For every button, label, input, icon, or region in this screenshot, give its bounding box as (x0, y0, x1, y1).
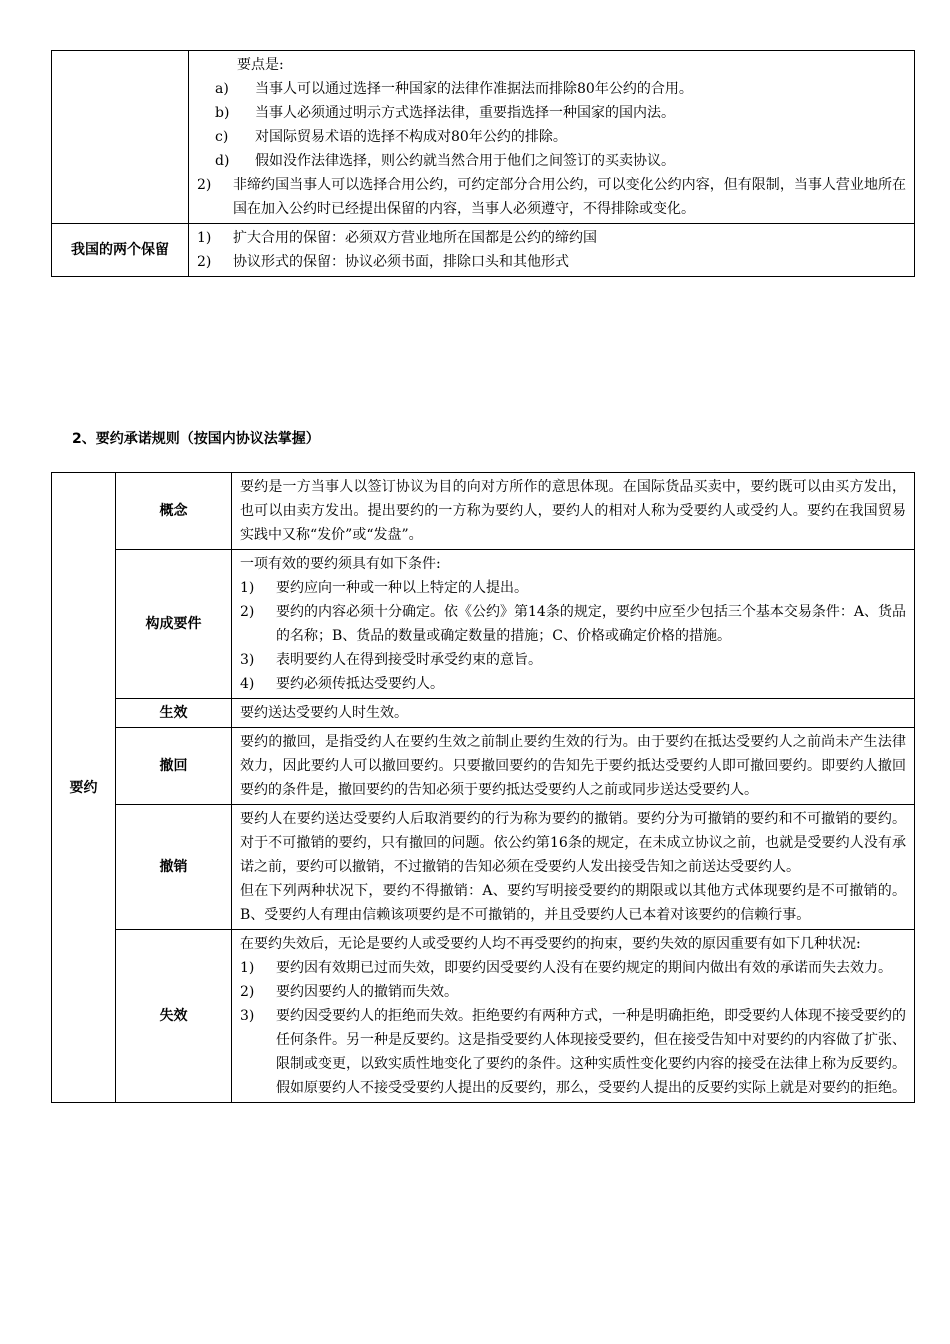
table-row (52, 728, 915, 805)
concept-head: 概念 (116, 473, 232, 550)
effect-head: 生效 (116, 699, 232, 728)
list-item: 2) 协议形式的保留：协议必须书面，排除口头和其他形式 (197, 254, 569, 270)
table-row (52, 699, 915, 728)
lapse-intro: 在要约失效后，无论是要约人或受要约人均不再受要约的拘束，要约失效的原因重要有如下几种状况: (240, 936, 861, 952)
offer-rules-table (51, 472, 915, 1103)
elements-cell (232, 550, 915, 699)
reservations-cell (189, 224, 915, 277)
convention-application-table (51, 50, 915, 277)
list-item: 2) 要约因要约人的撤销而失效。 (240, 984, 458, 1000)
list-item: b) 当事人必须通过明示方式选择法律，重要指选择一种国家的国内法。 (215, 105, 675, 121)
table-row (52, 473, 915, 550)
section-heading: 2、要约承诺规则（按国内协议法掌握） (72, 431, 320, 447)
table-row (52, 805, 915, 930)
lapse-cell (232, 930, 915, 1103)
points-intro: 要点是: (237, 57, 284, 73)
revoke-head: 撤销 (116, 805, 232, 930)
revoke-cell (232, 805, 915, 930)
table-row (52, 224, 915, 277)
list-item: 3) 要约因受要约人的拒绝而失效。拒绝要约有两种方式，一种是明确拒绝，即受要约人体现不接受要约的任何条件。另一种是反要约。这是指受要约人体现接受要约，但在接受告知中对要约的内容做了扩张、限制或变更，以致实质性地变化了要约的条件。这种实质性变化要约内容的接受在法律上称为反要约。假如原要约人不接受受要约人提出的反要约，那么，受要约人提出的反要约实际上就是对要约的拒绝。 (240, 1008, 906, 1096)
list-item: 4) 要约必须传抵达受要约人。 (240, 676, 444, 692)
offer-main-head: 要约 (52, 473, 116, 1103)
list-item: 1) 扩大合用的保留：必须双方营业地所在国都是公约的缔约国 (197, 230, 597, 246)
revoke-text-2: 但在下列两种状况下，要约不得撤销：A、要约写明接受要约的期限或以其他方式体现要约是不可撤销的。B、受要约人有理由信赖该项要约是不可撤销的，并且受要约人已本着对该要约的信赖行事。 (240, 883, 906, 923)
list-item: c) 对国际贸易术语的选择不构成对80年公约的排除。 (215, 129, 567, 145)
list-item: 1) 要约应向一种或一种以上特定的人提出。 (240, 580, 528, 596)
withdraw-text: 要约的撤回，是指受约人在要约生效之前制止要约生效的行为。由于要约在抵达受要约人之前尚未产生法律效力，因此要约人可以撤回要约。只要撤回要约的告知先于要约抵达受要约人即可撤回要约。即要约人撤回要约的条件是，撤回要约的告知必须于要约抵达受要约人之前或同步送达受要约人。 (232, 728, 915, 805)
list-item: 2) 非缔约国当事人可以选择合用公约，可约定部分合用公约，可以变化公约内容，但有限制，当事人营业地所在国在加入公约时已经提出保留的内容，当事人必须遵守，不得排除或变化。 (197, 177, 906, 217)
concept-text: 要约是一方当事人以签订协议为目的向对方所作的意思体现。在国际货品买卖中，要约既可以由买方发出，也可以由卖方发出。提出要约的一方称为要约人，要约人的相对人称为受要约人或受约人。要约在我国贸易实践中又称“发价”或“发盘”。 (232, 473, 915, 550)
revoke-text-1: 要约人在要约送达受要约人后取消要约的行为称为要约的撤销。要约分为可撤销的要约和不可撤销的要约。对于不可撤销的要约，只有撤回的问题。依公约第16条的规定，在未成立协议之前，也就是受要约人没有承诺之前，要约可以撤销，不过撤销的告知必须在受要约人发出接受告知之前送达受要约人。 (240, 811, 906, 875)
list-item: 1) 要约因有效期已过而失效，即要约因受要约人没有在要约规定的期间内做出有效的承诺而失去效力。 (240, 960, 892, 976)
list-item: a) 当事人可以通过选择一种国家的法律作准据法而排除80年公约的合用。 (215, 81, 693, 97)
elements-intro: 一项有效的要约须具有如下条件: (240, 556, 441, 572)
lapse-head: 失效 (116, 930, 232, 1103)
table-row (52, 51, 915, 224)
list-item: d) 假如没作法律选择，则公约就当然合用于他们之间签订的买卖协议。 (215, 153, 675, 169)
withdraw-head: 撤回 (116, 728, 232, 805)
table-row (52, 550, 915, 699)
elements-head: 构成要件 (116, 550, 232, 699)
table-row (52, 930, 915, 1103)
empty-head-cell (52, 51, 189, 224)
effect-text: 要约送达受要约人时生效。 (232, 699, 915, 728)
reservation-head: 我国的两个保留 (52, 224, 189, 277)
list-item: 2) 要约的内容必须十分确定。依《公约》第14条的规定，要约中应至少包括三个基本交易条件：A、货品的名称；B、货品的数量或确定数量的措施；C、价格或确定价格的措施。 (240, 604, 906, 644)
list-item: 3) 表明要约人在得到接受时承受约束的意旨。 (240, 652, 542, 668)
application-points-cell (189, 51, 915, 224)
